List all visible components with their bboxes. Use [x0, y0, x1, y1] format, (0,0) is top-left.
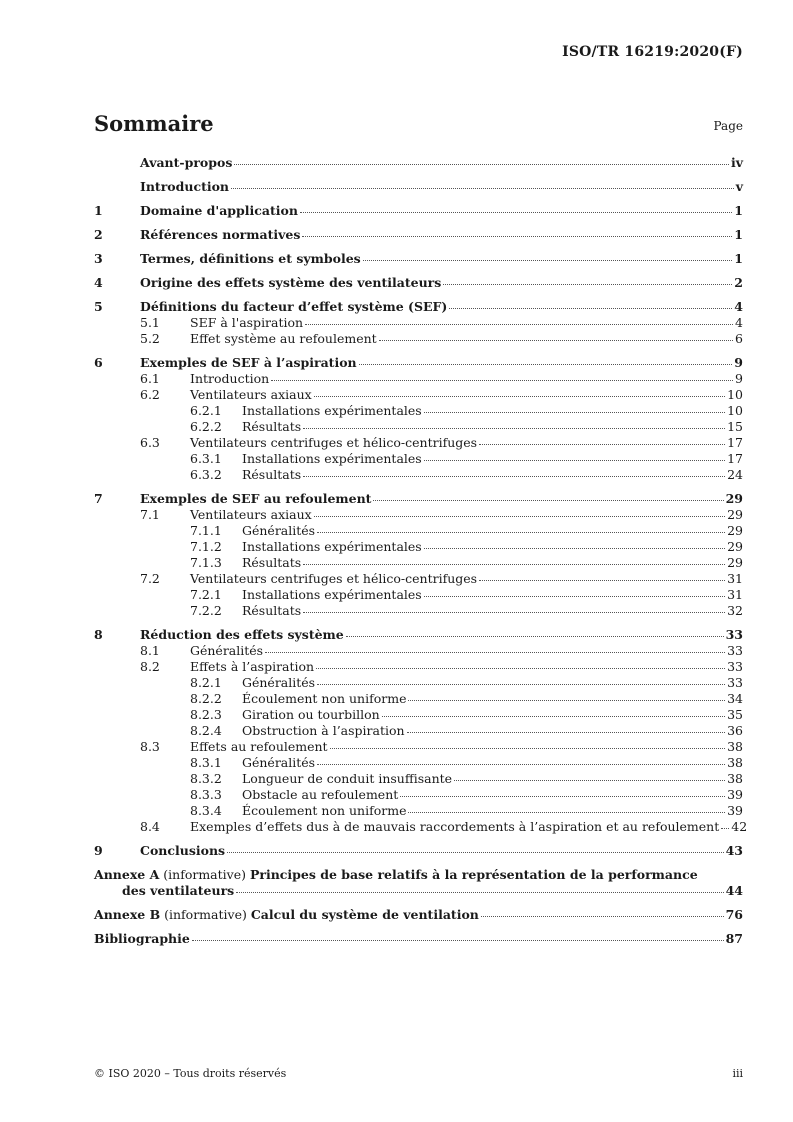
toc-entry-number: 7.2.1 — [190, 587, 222, 602]
toc-entry-page: v — [735, 179, 743, 194]
leader-dots — [314, 396, 725, 397]
footer-copyright: © ISO 2020 – Tous droits réservés — [94, 1067, 287, 1080]
toc-entry-label: Giration ou tourbillon — [242, 707, 380, 722]
toc-entry-number: 7.1 — [140, 507, 160, 522]
toc-entry[interactable] — [94, 331, 743, 347]
annex-b-page: 76 — [725, 907, 743, 922]
leader-dots — [303, 564, 725, 565]
toc-entry[interactable] — [94, 227, 743, 243]
leader-dots — [271, 380, 733, 381]
toc-entry-page: 34 — [727, 691, 743, 706]
toc-entry-label: Résultats — [242, 555, 302, 570]
toc-entry-page: 17 — [727, 451, 743, 466]
leader-dots — [424, 548, 725, 549]
table-of-contents — [94, 155, 748, 947]
toc-entry[interactable] — [94, 675, 743, 691]
toc-entry-label: Installations expérimentales — [242, 451, 422, 466]
toc-entry-label: Domaine d'application — [140, 203, 298, 218]
toc-entry-page: 39 — [727, 787, 743, 802]
leader-dots — [305, 324, 733, 325]
toc-entry-page: 38 — [727, 739, 743, 754]
toc-annex-a[interactable] — [94, 867, 743, 899]
toc-entry-number: 8.2.1 — [190, 675, 222, 690]
toc-entry-label: Ventilateurs centrifuges et hélico-centrifuges — [190, 435, 478, 450]
toc-entry-page: 39 — [727, 803, 743, 818]
toc-entry[interactable] — [94, 251, 743, 267]
toc-entry-number: 3 — [94, 251, 103, 266]
leader-dots — [481, 916, 724, 917]
toc-entry-number: 7.1.2 — [190, 539, 222, 554]
leader-dots — [449, 308, 732, 309]
toc-entry-number: 8.2.3 — [190, 707, 222, 722]
toc-entry-label: Écoulement non uniforme — [242, 691, 407, 706]
toc-entry-number: 6.2 — [140, 387, 160, 402]
leader-dots — [408, 812, 725, 813]
toc-entry-label: Exemples de SEF au refoulement — [140, 491, 372, 506]
toc-entry[interactable] — [94, 419, 743, 435]
toc-entry-number: 7.2.2 — [190, 603, 222, 618]
leader-dots — [407, 732, 726, 733]
leader-dots — [303, 428, 725, 429]
toc-entry-page: 42 — [731, 819, 748, 834]
toc-entry-label: Effets à l’aspiration — [190, 659, 315, 674]
toc-entry-label: Généralités — [242, 675, 316, 690]
leader-dots — [408, 700, 725, 701]
toc-entry[interactable] — [94, 659, 743, 675]
toc-entry[interactable] — [94, 587, 743, 603]
toc-entry-number: 8.2.4 — [190, 723, 222, 738]
leader-dots — [373, 500, 723, 501]
toc-entry[interactable] — [94, 203, 743, 219]
toc-entry[interactable] — [94, 155, 743, 171]
toc-entry-label: Longueur de conduit insuffisante — [242, 771, 453, 786]
toc-entry-label: Installations expérimentales — [242, 587, 422, 602]
toc-entry-page: 38 — [727, 771, 743, 786]
leader-dots — [346, 636, 724, 637]
toc-entry-page: 31 — [727, 587, 743, 602]
leader-dots — [303, 476, 725, 477]
toc-entry-number: 2 — [94, 227, 103, 242]
toc-entry[interactable] — [94, 507, 743, 523]
toc-entry-page: 10 — [727, 387, 743, 402]
annex-a-line2 — [94, 883, 743, 899]
leader-dots — [382, 716, 725, 717]
annex-b-kind: (informative) — [160, 907, 251, 922]
leader-dots — [400, 796, 725, 797]
bibliography-page: 87 — [725, 931, 743, 946]
leader-dots — [236, 892, 723, 893]
toc-entry-number: 6.2.2 — [190, 419, 222, 434]
toc-entry[interactable] — [94, 451, 743, 467]
toc-entry-page: 29 — [727, 507, 743, 522]
toc-entry[interactable] — [94, 819, 748, 835]
toc-entry-number: 7 — [94, 491, 103, 506]
leader-dots — [316, 668, 725, 669]
toc-entry-number: 6.3.1 — [190, 451, 222, 466]
toc-entry[interactable] — [94, 787, 743, 803]
toc-entry-page: 1 — [734, 227, 743, 242]
leader-dots — [317, 684, 725, 685]
leader-dots — [363, 260, 733, 261]
footer-page-number: iii — [732, 1067, 743, 1080]
leader-dots — [234, 164, 729, 165]
toc-entry-page: 29 — [727, 523, 743, 538]
toc-entry[interactable] — [94, 707, 743, 723]
annex-a-prefix: Annexe A — [94, 867, 160, 882]
toc-entry[interactable] — [94, 299, 743, 315]
toc-entry-page: 29 — [725, 491, 743, 506]
toc-entry-label: Origine des effets système des ventilateurs — [140, 275, 442, 290]
toc-entry[interactable] — [94, 571, 743, 587]
toc-entry-page: 31 — [727, 571, 743, 586]
toc-entry-number: 8.3.3 — [190, 787, 222, 802]
toc-entry-label: Réduction des effets système — [140, 627, 344, 642]
leader-dots — [227, 852, 724, 853]
toc-entry-label: Références normatives — [140, 227, 301, 242]
toc-entry-label: Généralités — [242, 523, 316, 538]
toc-entry[interactable] — [94, 843, 743, 859]
toc-entry-page: 1 — [734, 203, 743, 218]
leader-dots — [314, 516, 725, 517]
toc-entry-page: 6 — [735, 331, 743, 346]
toc-entry-page: 9 — [735, 371, 743, 386]
toc-entry-number: 8.2 — [140, 659, 160, 674]
toc-entry-number: 6 — [94, 355, 103, 370]
toc-entry-number: 8.3 — [140, 739, 160, 754]
toc-entry[interactable] — [94, 643, 743, 659]
toc-entry-page: 35 — [727, 707, 743, 722]
toc-entry[interactable] — [94, 627, 743, 643]
toc-entry[interactable] — [94, 467, 743, 483]
leader-dots — [454, 780, 725, 781]
toc-entry[interactable] — [94, 723, 743, 739]
toc-entry-page: 24 — [727, 467, 743, 482]
toc-entry[interactable] — [94, 555, 743, 571]
toc-entry-number: 5 — [94, 299, 103, 314]
toc-entry-number: 7.1.3 — [190, 555, 222, 570]
toc-entry[interactable] — [94, 403, 743, 419]
toc-entry-label: Obstruction à l’aspiration — [242, 723, 405, 738]
toc-entry-label: Exemples de SEF à l’aspiration — [140, 355, 357, 370]
leader-dots — [265, 652, 725, 653]
toc-entry[interactable] — [94, 755, 743, 771]
bibliography-label: Bibliographie — [94, 931, 190, 946]
toc-entry-label: Généralités — [242, 755, 316, 770]
toc-entry[interactable] — [94, 435, 743, 451]
toc-entry[interactable] — [94, 691, 743, 707]
toc-entry-page: 10 — [727, 403, 743, 418]
toc-entry-number: 8.3.4 — [190, 803, 222, 818]
toc-entries — [94, 155, 748, 859]
toc-entry-page: 4 — [735, 315, 743, 330]
leader-dots — [317, 764, 725, 765]
annex-b-label — [94, 907, 479, 923]
toc-bibliography[interactable] — [94, 931, 743, 947]
toc-entry[interactable] — [94, 603, 743, 619]
annex-a-page: 44 — [725, 883, 743, 898]
toc-entry[interactable] — [94, 739, 743, 755]
leader-dots — [424, 412, 725, 413]
toc-entry-label: Effet système au refoulement — [190, 331, 377, 346]
toc-entry-page: 33 — [727, 659, 743, 674]
annex-a-title-line1: Principes de base relatifs à la représentation de la performance — [249, 867, 698, 882]
toc-entry-label: Effets au refoulement — [190, 739, 328, 754]
toc-entry-label: SEF à l'aspiration — [190, 315, 304, 330]
toc-entry-label: Introduction — [190, 371, 270, 386]
annex-a-kind: (informative) — [159, 867, 250, 882]
toc-entry-label: Avant-propos — [140, 155, 233, 170]
toc-entry[interactable] — [94, 539, 743, 555]
toc-entry-page: 32 — [727, 603, 743, 618]
toc-entry-label: Ventilateurs axiaux — [190, 387, 312, 402]
toc-entry[interactable] — [94, 275, 743, 291]
toc-entry-label: Résultats — [242, 467, 302, 482]
toc-entry-page: 43 — [725, 843, 743, 858]
toc-entry-number: 8 — [94, 627, 103, 642]
toc-entry[interactable] — [94, 387, 743, 403]
toc-entry[interactable] — [94, 371, 743, 387]
toc-entry-number: 6.3.2 — [190, 467, 222, 482]
toc-entry-page: 33 — [727, 643, 743, 658]
toc-entry-number: 8.2.2 — [190, 691, 222, 706]
leader-dots — [359, 364, 733, 365]
toc-entry-label: Ventilateurs axiaux — [190, 507, 312, 522]
toc-entry-label: Résultats — [242, 603, 302, 618]
toc-entry-label: Généralités — [190, 643, 264, 658]
toc-entry-page: 2 — [734, 275, 743, 290]
toc-entry-page: 1 — [734, 251, 743, 266]
annex-a-title-line2: des ventilateurs — [122, 883, 235, 898]
toc-entry-page: 4 — [734, 299, 743, 314]
page-column-label: Page — [713, 119, 743, 133]
toc-entry-page: iv — [730, 155, 743, 170]
leader-dots — [302, 236, 732, 237]
toc-entry-label: Termes, définitions et symboles — [140, 251, 361, 266]
leader-dots — [330, 748, 726, 749]
toc-entry-number: 8.3.1 — [190, 755, 222, 770]
annex-b-prefix: Annexe B — [94, 907, 161, 922]
toc-entry[interactable] — [94, 803, 743, 819]
leader-dots — [721, 828, 729, 829]
toc-entry[interactable] — [94, 315, 743, 331]
toc-entry-label: Définitions du facteur d’effet système (SEF) — [140, 299, 448, 314]
leader-dots — [443, 284, 732, 285]
leader-dots — [303, 612, 725, 613]
toc-entry-label: Exemples d’effets dus à de mauvais raccordements à l’aspiration et au refoulement — [190, 819, 720, 834]
toc-entry-number: 8.3.2 — [190, 771, 222, 786]
toc-entry-page: 29 — [727, 555, 743, 570]
toc-entry[interactable] — [94, 179, 743, 195]
toc-entry-number: 6.2.1 — [190, 403, 222, 418]
toc-entry-number: 1 — [94, 203, 103, 218]
leader-dots — [424, 460, 725, 461]
toc-entry-label: Conclusions — [140, 843, 226, 858]
toc-entry-label: Résultats — [242, 419, 302, 434]
toc-entry[interactable] — [94, 523, 743, 539]
toc-entry-page: 38 — [727, 755, 743, 770]
leader-dots — [192, 940, 724, 941]
leader-dots — [231, 188, 734, 189]
toc-entry-page: 36 — [727, 723, 743, 738]
toc-annex-b[interactable] — [94, 907, 743, 923]
toc-entry[interactable] — [94, 491, 743, 507]
toc-entry-number: 4 — [94, 275, 103, 290]
annex-b-title: Calcul du système de ventilation — [250, 907, 479, 922]
leader-dots — [300, 212, 732, 213]
toc-entry-page: 33 — [727, 675, 743, 690]
toc-entry-number: 8.4 — [140, 819, 160, 834]
toc-entry-label: Installations expérimentales — [242, 539, 422, 554]
toc-entry-number: 9 — [94, 843, 103, 858]
toc-entry-number: 7.1.1 — [190, 523, 222, 538]
page-title: Sommaire — [94, 111, 214, 136]
document-id: ISO/TR 16219:2020(F) — [562, 44, 743, 60]
leader-dots — [479, 444, 725, 445]
toc-entry-label: Ventilateurs centrifuges et hélico-centrifuges — [190, 571, 478, 586]
toc-entry-label: Introduction — [140, 179, 230, 194]
toc-entry-page: 29 — [727, 539, 743, 554]
toc-entry[interactable] — [94, 771, 743, 787]
leader-dots — [317, 532, 725, 533]
toc-entry-label: Obstacle au refoulement — [242, 787, 399, 802]
toc-entry-number: 8.1 — [140, 643, 160, 658]
toc-entry-page: 33 — [725, 627, 743, 642]
toc-entry-page: 15 — [727, 419, 743, 434]
leader-dots — [379, 340, 733, 341]
toc-entry-number: 7.2 — [140, 571, 160, 586]
toc-entry[interactable] — [94, 355, 743, 371]
toc-entry-label: Installations expérimentales — [242, 403, 422, 418]
toc-entry-label: Écoulement non uniforme — [242, 803, 407, 818]
toc-entry-number: 6.1 — [140, 371, 160, 386]
annex-a-line1 — [94, 867, 743, 883]
toc-entry-number: 5.2 — [140, 331, 160, 346]
toc-entry-page: 9 — [734, 355, 743, 370]
leader-dots — [479, 580, 725, 581]
toc-entry-number: 5.1 — [140, 315, 160, 330]
leader-dots — [424, 596, 725, 597]
toc-entry-number: 6.3 — [140, 435, 160, 450]
toc-entry-page: 17 — [727, 435, 743, 450]
